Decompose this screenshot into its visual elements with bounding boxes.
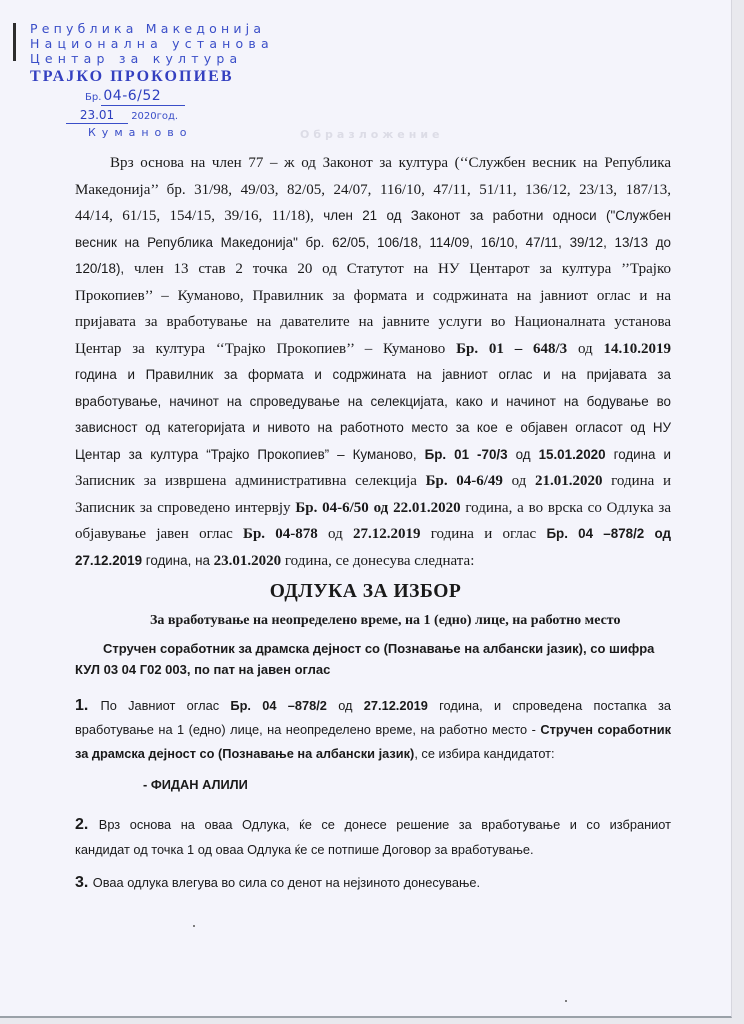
preamble-line: [75, 256, 671, 283]
decision-subtitle: За вработување на неопределено време, на 1 (едно) лице, на работно место: [150, 613, 621, 628]
scan-speck: [193, 925, 195, 927]
text-run: Записник за спроведено интервју: [75, 499, 296, 516]
item-number: 1.: [75, 697, 101, 714]
bold-reference: за драмска дејност со (Познавање на албански јазик): [75, 746, 415, 761]
stamp-year-suffix: год.: [156, 111, 179, 122]
item-line: [75, 694, 671, 718]
position-description: [75, 638, 671, 680]
text-run: кандидат од точка 1 од оваа Одлука ќе се потпише Договор за вработување.: [75, 842, 534, 857]
item-line: [75, 718, 671, 742]
item-line: [75, 742, 671, 766]
stamp-year: 2020: [131, 111, 157, 122]
stamp-institution-name: ТРАЈКО ПРОКОПИЕВ: [30, 68, 234, 85]
text-run: Македонија’’ бр. 31/98, 49/03, 82/05, 24/07, 116/10, 47/11, 51/11, 136/12, 23/13, 187/13,: [75, 181, 671, 198]
text-run: вработување на 1 (едно) лице, на неопределено време, на работно место -: [75, 722, 541, 737]
item-line: [75, 812, 671, 837]
stamp-country: Република Македонија: [30, 21, 266, 36]
text-run: Врз основа на член 77 – ж од Законот за култура (‘‘Службен весник на Република: [110, 155, 671, 171]
preamble-line: [75, 230, 671, 257]
text-run: година и: [602, 473, 671, 489]
preamble-line: [75, 389, 671, 416]
preamble-line: [75, 521, 671, 548]
bleed-through-heading: Образложение: [300, 128, 444, 141]
binding-mark: [13, 23, 16, 61]
stamp-reg-value: 04-6/52: [101, 88, 185, 106]
stamp-city: Куманово: [88, 126, 193, 139]
bold-reference: Бр. 01 – 648/3: [456, 340, 568, 357]
scan-speck: [565, 1000, 567, 1002]
text-run: од: [507, 446, 539, 462]
bold-reference: Бр. 04-878: [243, 526, 318, 542]
stamp-date-value: 23.01: [66, 108, 128, 124]
text-run: 120/18),: [75, 261, 134, 276]
preamble-line: [75, 468, 671, 495]
stamp-reg-prefix: Бр.: [85, 92, 102, 103]
preamble-line: [75, 309, 671, 336]
text-run: година и: [605, 446, 671, 462]
stamp-center: Центар за култура: [30, 51, 243, 66]
text-run: Записник за извршена административна селекција: [75, 473, 426, 489]
bold-reference: 27.12.2019: [363, 698, 428, 713]
preamble-line: [75, 548, 671, 575]
bold-reference: Бр. 01 -70/3: [424, 446, 508, 462]
text-run: од: [567, 340, 604, 357]
item-number: 3.: [75, 874, 93, 891]
bold-reference: 15.01.2020: [538, 446, 606, 462]
text-run: од: [317, 526, 354, 542]
item-number: 2.: [75, 816, 99, 833]
stamp-institution-type: Национална установа: [30, 36, 274, 51]
text-run: пријавата за вработување на давателите на јавните услуги во Националната установа: [75, 314, 671, 330]
text-run: весник на Република Македонија" бр. 62/05, 106/18, 114/09, 16/10, 47/11, 39/12, 13/13 до: [75, 234, 671, 250]
text-run: година, на: [142, 552, 214, 568]
position-line-1: Стручен соработник за драмска дејност со (Познавање на албански јазик), со шифра: [103, 641, 655, 656]
text-run: член 13 став 2 точка 20 од Статутот на НУ Центарот за култура ’’Трајко: [133, 261, 671, 277]
bold-reference: Бр. 04-6/50 од 22.01.2020: [295, 499, 461, 516]
text-run: година, се донесува следната:: [281, 552, 475, 569]
text-run: По Јавниот оглас: [100, 698, 231, 713]
text-run: година и оглас: [420, 526, 547, 542]
text-run: од: [326, 698, 364, 713]
text-run: Прокопиев’’ – Куманово, Правилник за формата и содржината на јавниот оглас и на: [75, 287, 671, 304]
text-run: година, и спроведена постапка за: [427, 698, 671, 713]
preamble-line: [75, 442, 671, 469]
preamble-line: [75, 283, 671, 310]
bold-reference: 23.01.2020: [213, 552, 282, 569]
decision-item-1: [75, 694, 671, 766]
preamble-line: [75, 150, 671, 177]
stamp-registry-number: [85, 88, 185, 106]
text-run: 44/14, 61/15, 154/15, 39/16, 11/18),: [75, 208, 324, 224]
stamp-date: [66, 108, 178, 124]
bold-reference: Стручен соработник: [540, 722, 671, 737]
text-run: вработување, начинот на спроведување на селекцијата, како и начинот на бодување во: [75, 393, 671, 409]
bold-reference: Бр. 04-6/49: [425, 473, 503, 489]
text-run: Центар за култура “Трајко Прокопиев” – Куманово,: [75, 446, 425, 462]
bold-reference: 14.10.2019: [603, 340, 671, 357]
position-line-2: КУЛ 03 04 Г02 003, по пат на јавен оглас: [75, 662, 331, 677]
text-run: Врз основа на оваа Одлука, ќе се донесе решение за вработување и со избраниот: [98, 817, 671, 832]
text-run: година и Правилник за формата и содржината на јавниот оглас и на пријавата за: [75, 367, 671, 382]
text-run: зависност од категоријата и нивото на работното место за кое е објавен огласот од НУ: [75, 420, 671, 435]
preamble-paragraph: [75, 150, 671, 574]
text-run: член 21 од Законот за работни односи ("Службен: [323, 208, 671, 223]
text-run: година, а во врска со Одлука за: [460, 499, 671, 516]
text-run: од: [502, 473, 535, 489]
decision-item-2: [75, 812, 671, 862]
item-line: [75, 872, 671, 894]
item-line: [75, 837, 671, 862]
bold-reference: 27.12.2019: [75, 552, 143, 568]
bold-reference: Бр. 04 –878/2 од: [546, 526, 671, 541]
preamble-line: [75, 177, 671, 204]
preamble-line: [75, 362, 671, 389]
text-run: Оваа одлука влегува во сила со денот на нејзиното донесување.: [92, 875, 481, 890]
preamble-line: [75, 495, 671, 522]
text-run: , се избира кандидатот:: [414, 746, 555, 761]
bold-reference: Бр. 04 –878/2: [230, 698, 327, 713]
bold-reference: 27.12.2019: [353, 526, 421, 542]
bold-reference: 21.01.2020: [534, 473, 603, 489]
preamble-line: [75, 336, 671, 363]
text-run: Центар за култура ‘‘Трајко Прокопиев’’ – Куманово: [75, 340, 457, 357]
decision-item-3: [75, 872, 671, 894]
decision-title: ОДЛУКА ЗА ИЗБОР: [269, 581, 462, 602]
text-run: објавување јавен оглас: [75, 526, 244, 542]
preamble-line: [75, 203, 671, 230]
selected-candidate: - ФИДАН АЛИЛИ: [143, 777, 248, 792]
preamble-line: [75, 415, 671, 442]
